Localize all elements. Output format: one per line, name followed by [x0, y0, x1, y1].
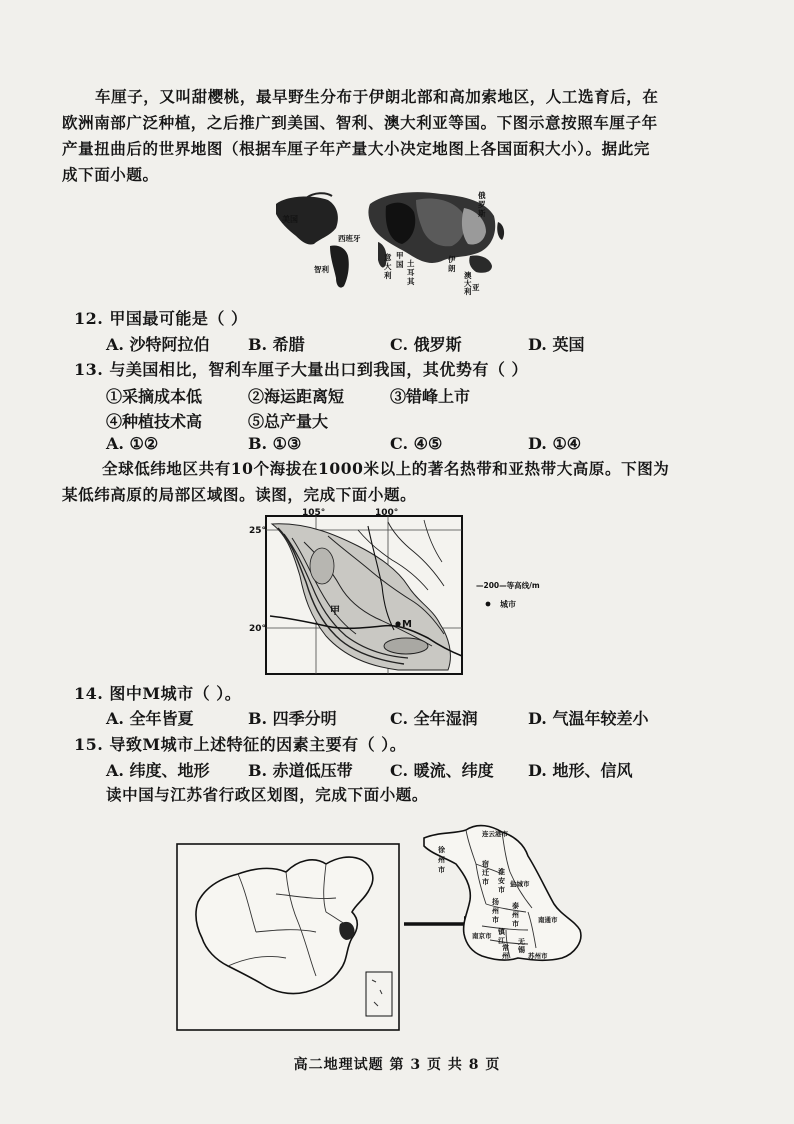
- q14-option-d[interactable]: D. 气温年较差小: [528, 709, 649, 728]
- intro1-line-1: 车厘子，又叫甜樱桃，最早野生分布于伊朗北部和高加索地区，人工选育后，在: [95, 87, 659, 106]
- label-spain: 西班牙: [338, 234, 361, 243]
- svg-text:亚: 亚: [472, 283, 480, 292]
- intro2-line-1: 全球低纬地区共有10个海拔在1000米以上的著名热带和亚热带大高原。下图为: [102, 459, 670, 478]
- question-15-stem: 15. 导致M城市上述特征的因素主要有（ ）。: [74, 735, 407, 754]
- city-yancheng: 盐城市: [510, 880, 530, 888]
- legend-contour: —200—等高线/m: [476, 581, 540, 590]
- label-australia: 澳大利: [464, 271, 472, 296]
- label-jia: 甲国: [396, 251, 404, 269]
- city-zhenjiang: 镇江: [498, 928, 505, 945]
- region-jia-label: 甲: [330, 606, 340, 617]
- q12-option-b[interactable]: B. 希腊: [248, 335, 305, 354]
- city-suzhou: 苏州市: [528, 952, 548, 960]
- legend-city-marker: [486, 602, 491, 607]
- q13-item-5: ⑤总产量大: [248, 412, 329, 431]
- page-footer: 高二地理试题 第 3 页 共 8 页: [293, 1057, 501, 1073]
- label-chile: 智利: [314, 265, 329, 274]
- label-usa: 美国: [282, 215, 298, 224]
- q12-option-a[interactable]: A. 沙特阿拉伯: [106, 335, 210, 354]
- lat-label-bottom: 20°: [249, 624, 267, 634]
- q13-option-c[interactable]: C. ④⑤: [390, 434, 443, 453]
- city-nanjing: 南京市: [472, 932, 492, 940]
- cherry-world-map-figure: [266, 186, 516, 298]
- lon-label-left: 105°: [302, 508, 326, 518]
- question-12-stem: 12. 甲国最可能是（ ）: [74, 309, 248, 328]
- plateau-map: [248, 506, 548, 678]
- city-lianyungang: 连云港市: [482, 830, 508, 838]
- intro-paragraph-2: [62, 456, 732, 508]
- q13-item-2: ②海运距离短: [248, 387, 345, 406]
- q13-item-3: ③错峰上市: [390, 387, 471, 406]
- intro-paragraph-3: 读中国与江苏省行政区划图，完成下面小题。: [106, 785, 429, 804]
- q13-item-1: ①采摘成本低: [106, 387, 203, 406]
- city-m-marker: [395, 621, 400, 626]
- q15-option-d[interactable]: D. 地形、信风: [528, 761, 633, 780]
- cherry-world-map: [266, 186, 516, 298]
- lon-label-right: 100°: [375, 508, 399, 518]
- question-13-stem: 13. 与美国相比，智利车厘子大量出口到我国，其优势有（ ）: [74, 360, 528, 379]
- q12-option-d[interactable]: D. 英国: [528, 335, 585, 354]
- question-14-stem: 14. 图中M城市（ ）。: [74, 684, 242, 703]
- intro1-line-3: 产量扭曲后的世界地图（根据车厘子年产量大小决定地图上各国面积大小）。据此完: [62, 139, 650, 158]
- q14-option-b[interactable]: B. 四季分明: [248, 709, 337, 728]
- lat-label-top: 25°: [249, 526, 267, 536]
- q14-option-c[interactable]: C. 全年湿润: [390, 709, 478, 728]
- label-iran: 伊朗: [448, 255, 456, 273]
- china-jiangsu-map: [176, 812, 626, 1032]
- label-turkey: 土耳其: [407, 259, 415, 286]
- intro1-line-4: 成下面小题。: [62, 165, 159, 184]
- legend-city: 城市: [500, 600, 516, 609]
- intro-paragraph-1: [62, 84, 732, 188]
- city-nantong: 南通市: [538, 916, 558, 924]
- q14-option-a[interactable]: A. 全年皆夏: [106, 709, 194, 728]
- q15-option-c[interactable]: C. 暖流、纬度: [390, 761, 494, 780]
- q15-option-b[interactable]: B. 赤道低压带: [248, 761, 353, 780]
- city-huaian: 淮安市: [498, 868, 505, 894]
- city-changzhou: 常州: [502, 944, 509, 960]
- city-taizhou: 泰州市: [512, 902, 519, 928]
- q13-option-a[interactable]: A. ①②: [106, 434, 159, 453]
- china-jiangsu-figure: [176, 812, 626, 1032]
- q13-option-d[interactable]: D. ①④: [528, 434, 582, 453]
- city-suqian: 宿迁市: [482, 860, 489, 886]
- city-xuzhou: 徐州市: [438, 846, 445, 874]
- q13-item-4: ④种植技术高: [106, 412, 203, 431]
- plateau-map-figure: [248, 506, 548, 678]
- city-wuxi: 无锡: [518, 938, 525, 954]
- q13-option-b[interactable]: B. ①③: [248, 434, 302, 453]
- intro2-line-2: 某低纬高原的局部区域图。读图，完成下面小题。: [62, 485, 417, 504]
- q12-option-c[interactable]: C. 俄罗斯: [390, 335, 462, 354]
- label-russia: 俄罗斯: [478, 191, 486, 218]
- label-italy: 意大利: [384, 253, 392, 280]
- city-m-label: M: [402, 619, 412, 630]
- intro1-line-2: 欧洲南部广泛种植，之后推广到美国、智利、澳大利亚等国。下图示意按照车厘子年: [62, 113, 658, 132]
- city-yangzhou: 扬州市: [492, 898, 499, 924]
- q15-option-a[interactable]: A. 纬度、地形: [106, 761, 210, 780]
